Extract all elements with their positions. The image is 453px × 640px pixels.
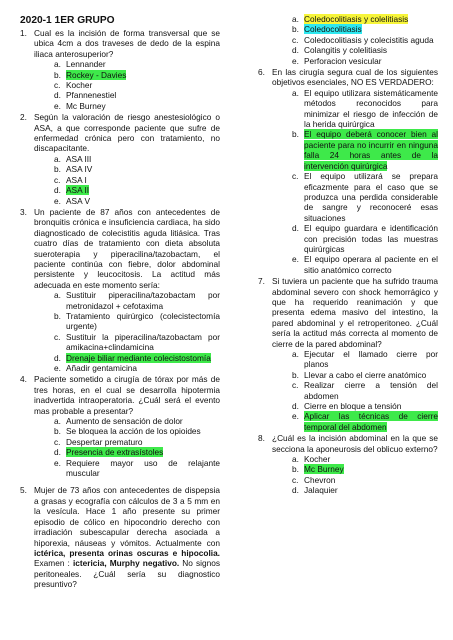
option-letter: a. — [54, 290, 61, 301]
answer-option — [272, 88, 438, 130]
option-text-wrap — [66, 437, 220, 447]
question-body — [34, 28, 220, 111]
answer-option — [272, 464, 438, 474]
option-list — [34, 59, 220, 111]
option-text-wrap — [304, 380, 438, 401]
option-letter: e. — [54, 100, 61, 111]
option-text: Cierre en bloque a tensión — [304, 401, 402, 412]
option-text: Mc Burney — [66, 100, 106, 111]
option-text-wrap — [66, 353, 220, 363]
option-list — [272, 349, 438, 432]
option-letter: a. — [292, 349, 299, 359]
option-letter: d. — [54, 185, 61, 196]
option-text-wrap — [66, 185, 220, 195]
option-letter: e. — [292, 55, 299, 66]
question-item — [258, 276, 438, 432]
option-text-wrap — [66, 332, 220, 353]
option-letter: c. — [54, 436, 61, 447]
question-item — [258, 433, 438, 495]
option-letter: b. — [54, 426, 61, 437]
option-text-wrap — [304, 401, 438, 411]
option-text-wrap — [304, 56, 438, 66]
answer-option — [272, 254, 438, 275]
option-text-wrap — [304, 171, 438, 223]
question-text-part: Mujer de 73 años con antecedentes de dispepsia a grasas y ecografía con cálculos de 3 a 5 mm en la vesícula. Hace 1 año presente su primer episodio de cólico en hipocondrio derecho con irradiación subescapular derecha asociada a hiporexia, náuseas y vómitos. Actualmente con — [34, 485, 220, 548]
question-body — [272, 433, 438, 495]
answer-option — [34, 101, 220, 111]
option-text-wrap — [66, 154, 220, 164]
option-letter: a. — [54, 59, 61, 70]
option-letter: e. — [54, 457, 61, 468]
answer-option — [34, 90, 220, 100]
option-text-wrap — [304, 464, 438, 474]
highlighted-option-text: Drenaje biliar mediante colecistostomía — [66, 352, 211, 363]
answer-option — [272, 129, 438, 171]
option-letter: c. — [54, 174, 61, 185]
option-letter: c. — [292, 380, 299, 391]
highlighted-option-text: Presencia de extrasístoles — [66, 447, 164, 458]
question-body — [34, 207, 220, 374]
answer-option — [272, 454, 438, 464]
option-text-wrap — [66, 80, 220, 90]
question-item — [20, 207, 220, 374]
right-column — [258, 14, 438, 497]
answer-option — [34, 164, 220, 174]
option-text-wrap — [66, 196, 220, 206]
option-text-wrap — [304, 349, 438, 370]
option-letter: e. — [292, 411, 299, 422]
option-letter: b. — [292, 464, 299, 475]
option-text: Pfannenestiel — [66, 90, 117, 101]
question-text: Si tuviera un paciente que ha sufrido trauma abdominal severo con shock hemorrágico y que ha requerido reanimación y que presenta edema masivo del intestino, la pared abdominal y el retroperitoneo. ¿Cuál sería la actitud más correcta al momento de cierre de la pared abdominal? — [272, 276, 438, 349]
option-text-wrap — [66, 175, 220, 185]
option-text-wrap — [66, 311, 220, 332]
option-letter: c. — [292, 34, 299, 45]
option-letter: b. — [54, 310, 61, 321]
option-letter: b. — [54, 69, 61, 80]
option-letter: c. — [54, 80, 61, 91]
question-number: 4. — [20, 374, 27, 385]
question-text-part: No signos peritoneales. ¿Cuál sería su diagnostico presuntivo? — [34, 558, 220, 590]
option-text: ASA I — [66, 174, 87, 185]
option-letter: d. — [292, 223, 299, 234]
question-item-continued — [258, 14, 438, 66]
answer-option — [34, 185, 220, 195]
question-text: En las cirugía segura cual de los siguientes objetivos esenciales, NO ES VERDADERO: — [272, 67, 438, 88]
option-letter: a. — [54, 416, 61, 427]
answer-option — [34, 311, 220, 332]
option-text-wrap — [66, 416, 220, 426]
question-number: 3. — [20, 206, 27, 217]
option-text-wrap — [304, 485, 438, 495]
question-body — [272, 14, 438, 66]
option-text: Tratamiento quirúrgico (colecistectomía urgente) — [66, 310, 220, 332]
option-text-wrap — [304, 45, 438, 55]
question-item — [20, 374, 220, 478]
option-letter: a. — [292, 14, 299, 24]
option-text: Coledocolitiasis y colecistitis aguda — [304, 34, 434, 45]
answer-option — [272, 56, 438, 66]
option-text: Se bloquea la acción de los opioides — [66, 426, 201, 437]
answer-option — [34, 80, 220, 90]
question-text — [34, 485, 220, 589]
question-number: 8. — [258, 433, 265, 444]
option-text-wrap — [66, 101, 220, 111]
option-text-wrap — [304, 129, 438, 171]
option-text: Sustituir piperacilina/tazobactam por metronidazol + cefotaxima — [66, 290, 220, 311]
option-letter: e. — [54, 195, 61, 206]
question-text: Cual es la incisión de forma transversal que se ubica 4cm a dos traveses de dedo de la espina iliaca anterosuperior? — [34, 28, 220, 59]
question-body — [272, 276, 438, 432]
answer-option — [272, 171, 438, 223]
answer-option — [34, 447, 220, 457]
option-letter: a. — [292, 87, 299, 98]
answer-option — [34, 426, 220, 436]
option-text: Kocher — [304, 454, 331, 465]
option-letter: d. — [292, 401, 299, 412]
option-text-wrap — [304, 454, 438, 464]
option-letter: a. — [292, 454, 299, 465]
answer-option — [272, 35, 438, 45]
option-text: El equipo utilizará se prepara eficazmente para el caso que se produzca una perdida considerable de sangre y reconoceré esas situaciones — [304, 171, 438, 223]
option-text-wrap — [304, 35, 438, 45]
option-text-wrap — [66, 70, 220, 80]
option-text-wrap — [66, 90, 220, 100]
question-item — [20, 28, 220, 111]
question-number: 6. — [258, 67, 265, 78]
question-body — [34, 112, 220, 206]
answer-option — [272, 370, 438, 380]
option-text-wrap — [66, 363, 220, 373]
option-text: Jalaquier — [304, 485, 338, 496]
option-text: Despertar prematuro — [66, 436, 143, 447]
option-letter: b. — [292, 24, 299, 35]
option-letter: e. — [292, 254, 299, 265]
option-text: Aumento de sensación de dolor — [66, 416, 183, 427]
highlighted-option-text: Coledocolitiasis — [304, 24, 362, 35]
option-text: Requiere mayor uso de relajante muscular — [66, 457, 220, 479]
option-text: El equipo guardara e identificación con precisión todas las muestras quirúrgicas — [304, 223, 438, 254]
question-text-part: Examen : — [34, 558, 73, 569]
highlighted-option-text: El equipo deberá conocer bien al paciente para no incurrir en ninguna falla 24 horas antes de la intervención quirúrgica — [304, 129, 438, 171]
option-text-wrap — [304, 475, 438, 485]
option-letter: b. — [54, 164, 61, 175]
option-text: Llevar a cabo el cierre anatómico — [304, 369, 427, 380]
answer-option — [272, 411, 438, 432]
option-list — [272, 14, 438, 66]
question-text-bold: ictérica, presenta orinas oscuras e hipocolia. — [34, 547, 220, 558]
option-text-wrap — [304, 88, 438, 130]
option-text-wrap — [304, 223, 438, 254]
option-text-wrap — [66, 290, 220, 311]
answer-option — [34, 437, 220, 447]
question-number: 2. — [20, 112, 27, 123]
highlighted-option-text: Rockey - Davies — [66, 69, 127, 80]
option-letter: e. — [54, 363, 61, 373]
question-text: ¿Cuál es la incisión abdominal en la que se secciona la aponeurosis del oblicuo externo? — [272, 433, 438, 454]
answer-option — [272, 45, 438, 55]
option-list — [272, 454, 438, 496]
answer-option — [34, 416, 220, 426]
answer-option — [34, 196, 220, 206]
answer-option — [34, 458, 220, 479]
option-letter: d. — [54, 447, 61, 458]
question-number: 7. — [258, 276, 265, 287]
answer-option — [272, 14, 438, 24]
option-text-wrap — [66, 447, 220, 457]
highlighted-option-text: Aplicar las técnicas de cierre temporal del abdomen — [304, 411, 438, 432]
option-list — [272, 88, 438, 275]
option-text: Añadir gentamicina — [66, 363, 138, 373]
option-text: Colangitis y colelitiasis — [304, 45, 388, 56]
answer-option — [272, 475, 438, 485]
option-text-wrap — [66, 59, 220, 69]
question-body — [34, 485, 220, 589]
question-text: Un paciente de 87 años con antecedentes de bronquitis crónica e insuficiencia cardiaca, ha sido diagnosticado de colecistitis aguda litiásica. Tras cuatro días de tratamiento con dieta absoluta sueroterapia y piperacilina/tazobactam, el paciente continúa con fiebre, dolor abdominal persistente y leucocitosis. La actitud más adecuada en este momento sería: — [34, 206, 220, 290]
answer-option — [272, 349, 438, 370]
option-list — [34, 154, 220, 206]
question-item — [20, 485, 220, 589]
option-letter: b. — [292, 129, 299, 140]
answer-option — [34, 290, 220, 311]
option-text: Kocher — [66, 80, 93, 91]
answer-option — [34, 175, 220, 185]
option-text-wrap — [66, 458, 220, 479]
document-title: 2020-1 1ER GRUPO — [20, 15, 115, 26]
answer-option — [34, 59, 220, 69]
question-number: 1. — [20, 28, 27, 38]
answer-option — [34, 363, 220, 373]
option-letter: d. — [54, 90, 61, 101]
option-list — [34, 290, 220, 373]
highlighted-option-text: Coledocolitiasis y colelitiasis — [304, 14, 409, 24]
option-letter: d. — [54, 352, 61, 363]
highlighted-option-text: Mc Burney — [304, 464, 344, 475]
option-text: Perforacion vesicular — [304, 55, 382, 66]
option-text: ASA IV — [66, 164, 93, 175]
option-text: Lennander — [66, 59, 106, 70]
option-letter: c. — [292, 474, 299, 485]
question-body — [272, 67, 438, 275]
answer-option — [272, 380, 438, 401]
question-text: Según la valoración de riesgo anestesiológico o ASA, a que corresponde paciente que sufre de enfermedad crónica pero con tratamiento, no discapacitante. — [34, 112, 220, 154]
answer-option — [272, 485, 438, 495]
option-list — [34, 416, 220, 478]
answer-option — [34, 154, 220, 164]
question-item — [20, 112, 220, 206]
option-text: El equipo operara al paciente en el sitio anatómico correcto — [304, 254, 438, 275]
option-text-wrap — [66, 164, 220, 174]
option-text-wrap — [304, 254, 438, 275]
option-letter: a. — [54, 153, 61, 164]
answer-option — [272, 401, 438, 411]
option-text-wrap — [304, 370, 438, 380]
option-text: Ejecutar el llamado cierre por planos — [304, 349, 438, 370]
option-text-wrap — [66, 426, 220, 436]
option-letter: c. — [292, 171, 299, 182]
question-item — [258, 67, 438, 275]
option-text: Chevron — [304, 474, 336, 485]
option-text: ASA III — [66, 153, 92, 164]
option-text: Sustituir la piperacilina/tazobactam por amikacina+clindamicina — [66, 331, 220, 353]
option-letter: c. — [54, 331, 61, 342]
answer-option — [34, 70, 220, 80]
question-number: 5. — [20, 485, 27, 496]
option-letter: d. — [292, 485, 299, 496]
option-text: Realizar cierre a tensión del abdomen — [304, 380, 438, 401]
option-letter: d. — [292, 45, 299, 56]
option-text-wrap — [304, 411, 438, 432]
question-text: Paciente sometido a cirugía de tórax por más de tres horas, en el cual se desarrolla hipotermia inadvertida intraoperatoria. ¿Cuál será el evento mas probable a presentar? — [34, 374, 220, 416]
option-text: El equipo utilizara sistemáticamente métodos reconocidos para minimizar el riesgo de infección de la herida quirúrgica — [304, 87, 438, 130]
option-text: ASA V — [66, 195, 90, 206]
answer-option — [34, 353, 220, 363]
question-body — [34, 374, 220, 478]
highlighted-option-text: ASA II — [66, 185, 90, 196]
option-text-wrap — [304, 14, 438, 24]
answer-option — [272, 24, 438, 34]
answer-option — [272, 223, 438, 254]
question-text-bold: ictericia, Murphy negativo. — [72, 558, 180, 569]
option-text-wrap — [304, 24, 438, 34]
left-column — [20, 14, 220, 591]
question-number-spacer — [258, 14, 272, 66]
option-letter: b. — [292, 369, 299, 380]
answer-option — [34, 332, 220, 353]
